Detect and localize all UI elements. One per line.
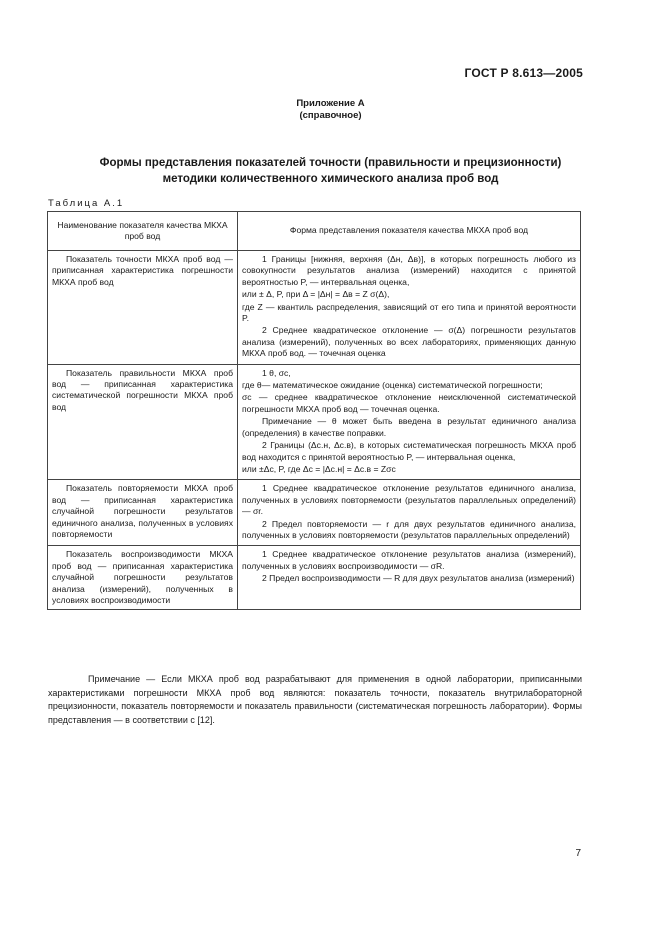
indicator-name: Показатель точности МКХА проб вод — приписанная характеристика погрешности МКХА проб вод — [48, 251, 238, 365]
form-paragraph: 2 Предел повторяемости — r для двух результатов единичного анализа, полученных в условиях повторяемости (результатов параллельных определений) — [242, 518, 576, 540]
appendix-subtitle: (справочное) — [299, 110, 362, 121]
table-label: Таблица А.1 — [48, 198, 125, 209]
form-paragraph: 2 Среднее квадратическое отклонение — σ(Δ) погрешности результатов анализа (измерений), полученных во всех лабораториях, применяющих данную МКХА проб вод. — точечная оценка — [242, 325, 576, 359]
indicator-name: Показатель повторяемости МКХА проб вод — приписанная характеристика случайной погрешности результатов единичного анализа, полученных в условиях повторяемости — [48, 480, 238, 546]
indicator-form — [238, 480, 581, 546]
table-row — [48, 251, 581, 365]
table-row — [48, 546, 581, 610]
appendix-heading — [0, 98, 661, 122]
page-number: 7 — [575, 848, 581, 859]
form-paragraph: 1 Границы [нижняя, верхняя (Δн, Δв)], в которых погрешность любого из совокупности результатов анализа (измерений) находится с принятой вероятностью P, — интервальная оценка, — [242, 254, 576, 287]
appendix-title: Приложение А — [296, 98, 365, 109]
indicator-name: Показатель воспроизводимости МКХА проб вод — приписанная характеристика случайной погрешности результатов анализа (измерений), полученных в условиях воспроизводимости — [48, 546, 238, 610]
indicator-form — [238, 364, 581, 480]
form-paragraph: 1 Среднее квадратическое отклонение результатов анализа (измерений), полученных в условиях воспроизводимости — σR. — [242, 549, 576, 571]
indicator-form — [238, 251, 581, 365]
table-header-row — [48, 212, 581, 251]
form-paragraph: 1 θ, σс, — [262, 367, 291, 378]
section-title-line1: Формы представления показателей точности (правильности и прецизионности) — [99, 157, 562, 169]
form-paragraph: где θ— математическое ожидание (оценка) систематической погрешности; — [242, 380, 543, 391]
header-form: Форма представления показателя качества МКХА проб вод — [238, 212, 581, 251]
form-paragraph: где Z — квантиль распределения, зависящий от его типа и принятой вероятности P. — [242, 301, 576, 324]
section-title — [0, 155, 661, 187]
form-paragraph: σс — среднее квадратическое отклонение неисключенной систематической погрешности МКХА проб вод — точечная оценка. — [242, 392, 576, 414]
document-id: ГОСТ Р 8.613—2005 — [464, 66, 583, 80]
header-indicator-name: Наименование показателя качества МКХА проб вод — [48, 212, 238, 251]
indicator-form — [238, 546, 581, 610]
table-row — [48, 364, 581, 480]
table-footnote: Примечание — Если МКХА проб вод разрабатывают для применения в одной лаборатории, приписанными характеристиками погрешности МКХА проб вод являются: показатель точности, показатель внутрилабораторной прецизионности, показатель повторяемости и показатель правильности (систематическая погрешность лаборатории). Формы представления — в соответствии с [12]. — [48, 674, 582, 725]
indicator-name: Показатель правильности МКХА проб вод — приписанная характеристика систематической погрешности МКХА проб вод — [48, 364, 238, 480]
form-paragraph: 2 Границы (Δс.н, Δс.в), в которых систематическая погрешность МКХА проб вод находится с принятой вероятностью P, — интервальная оценка, — [242, 440, 576, 462]
form-paragraph: или ±Δс, P, где Δс = |Δс.н| = Δс.в = Zσс — [242, 463, 396, 474]
form-paragraph: 2 Предел воспроизводимости — R для двух результатов анализа (измерений) — [262, 573, 575, 584]
indicators-table — [47, 211, 581, 610]
section-title-line2: методики количественного химического анализа проб вод — [162, 173, 499, 185]
form-paragraph: 1 Среднее квадратическое отклонение результатов единичного анализа, полученных в условиях повторяемости (результатов параллельных определений) — σr. — [242, 483, 576, 517]
table-row — [48, 480, 581, 546]
form-note: Примечание — θ может быть введена в результат единичного анализа (определения) в качестве поправки. — [242, 416, 576, 438]
form-paragraph: или ± Δ, P, при Δ = |Δн| = Δв = Z σ(Δ), — [242, 289, 390, 300]
